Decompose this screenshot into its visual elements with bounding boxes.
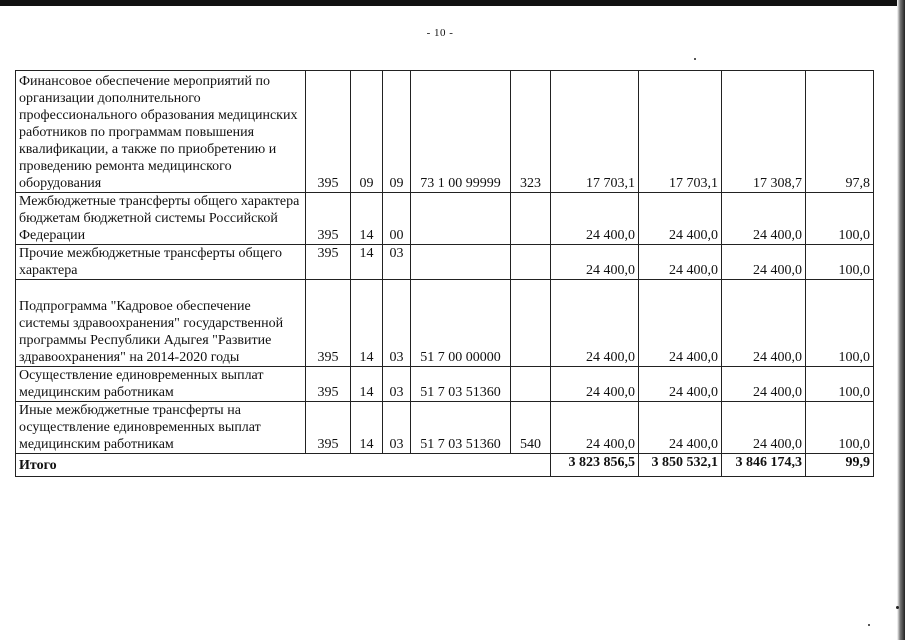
- cell-percent: 100,0: [806, 193, 874, 245]
- cell-gr: 395: [306, 245, 351, 280]
- cell-gr: 395: [306, 193, 351, 245]
- cell-rz: 14: [351, 367, 383, 402]
- cell-gr: 395: [306, 71, 351, 193]
- cell-value-2: 24 400,0: [639, 367, 722, 402]
- cell-value-3: 24 400,0: [722, 280, 806, 367]
- cell-pr: 09: [383, 71, 411, 193]
- scan-speck: [694, 58, 696, 60]
- page-number: - 10 -: [426, 27, 454, 39]
- table-row: [16, 193, 874, 245]
- cell-csr: [411, 245, 511, 280]
- cell-percent: 100,0: [806, 280, 874, 367]
- cell-pr: 03: [383, 367, 411, 402]
- scan-top-edge: [0, 0, 905, 6]
- cell-percent: 100,0: [806, 367, 874, 402]
- cell-vr: 323: [511, 71, 551, 193]
- cell-rz: 14: [351, 245, 383, 280]
- cell-value-2: 24 400,0: [639, 402, 722, 454]
- cell-rz: 14: [351, 193, 383, 245]
- cell-csr: 51 7 03 51360: [411, 367, 511, 402]
- cell-csr: 73 1 00 99999: [411, 71, 511, 193]
- cell-value-3: 24 400,0: [722, 245, 806, 280]
- cell-vr: [511, 280, 551, 367]
- total-value-2: 3 850 532,1: [639, 454, 722, 477]
- cell-value-1: 24 400,0: [551, 367, 639, 402]
- row-name: Прочие межбюджетные трансферты общего характера: [16, 245, 306, 280]
- table-row: [16, 71, 874, 193]
- cell-value-2: 24 400,0: [639, 280, 722, 367]
- table-row: [16, 402, 874, 454]
- budget-table: [15, 70, 874, 477]
- cell-vr: [511, 367, 551, 402]
- cell-value-1: 17 703,1: [551, 71, 639, 193]
- cell-value-2: 24 400,0: [639, 245, 722, 280]
- cell-rz: 14: [351, 280, 383, 367]
- cell-rz: 14: [351, 402, 383, 454]
- cell-pr: 03: [383, 402, 411, 454]
- table-row: [16, 245, 874, 280]
- cell-value-1: 24 400,0: [551, 245, 639, 280]
- row-name: Осуществление единовременных выплат медицинским работникам: [16, 367, 306, 402]
- scan-speck: [868, 624, 870, 626]
- total-value-3: 3 846 174,3: [722, 454, 806, 477]
- cell-percent: 100,0: [806, 245, 874, 280]
- cell-value-3: 17 308,7: [722, 71, 806, 193]
- cell-percent: 100,0: [806, 402, 874, 454]
- cell-csr: [411, 193, 511, 245]
- total-row: [16, 454, 874, 477]
- cell-csr: 51 7 00 00000: [411, 280, 511, 367]
- total-value-1: 3 823 856,5: [551, 454, 639, 477]
- cell-gr: 395: [306, 280, 351, 367]
- cell-value-3: 24 400,0: [722, 193, 806, 245]
- cell-pr: 03: [383, 280, 411, 367]
- cell-pr: 00: [383, 193, 411, 245]
- cell-gr: 395: [306, 402, 351, 454]
- cell-percent: 97,8: [806, 71, 874, 193]
- cell-gr: 395: [306, 367, 351, 402]
- cell-value-1: 24 400,0: [551, 193, 639, 245]
- scan-speck: [896, 606, 899, 609]
- scan-right-edge: [897, 0, 905, 640]
- cell-vr: [511, 193, 551, 245]
- cell-value-2: 24 400,0: [639, 193, 722, 245]
- cell-value-3: 24 400,0: [722, 402, 806, 454]
- table-row: [16, 280, 874, 367]
- cell-vr: [511, 245, 551, 280]
- row-name: Иные межбюджетные трансферты на осуществление единовременных выплат медицинским работникам: [16, 402, 306, 454]
- cell-vr: 540: [511, 402, 551, 454]
- row-name: Подпрограмма "Кадровое обеспечение системы здравоохранения" государственной программы Республики Адыгея "Развитие здравоохранения" на 2014-2020 годы: [16, 280, 306, 367]
- cell-value-1: 24 400,0: [551, 280, 639, 367]
- total-label: Итого: [16, 454, 551, 477]
- cell-value-1: 24 400,0: [551, 402, 639, 454]
- row-name: Межбюджетные трансферты общего характера бюджетам бюджетной системы Российской Федерации: [16, 193, 306, 245]
- cell-value-3: 24 400,0: [722, 367, 806, 402]
- row-name: Финансовое обеспечение мероприятий по организации дополнительного профессионального образования медицинских работников по программам повышения квалификации, а также по приобретению и проведению ремонта медицинского оборудования: [16, 71, 306, 193]
- table-row: [16, 367, 874, 402]
- total-percent: 99,9: [806, 454, 874, 477]
- cell-pr: 03: [383, 245, 411, 280]
- cell-csr: 51 7 03 51360: [411, 402, 511, 454]
- cell-value-2: 17 703,1: [639, 71, 722, 193]
- cell-rz: 09: [351, 71, 383, 193]
